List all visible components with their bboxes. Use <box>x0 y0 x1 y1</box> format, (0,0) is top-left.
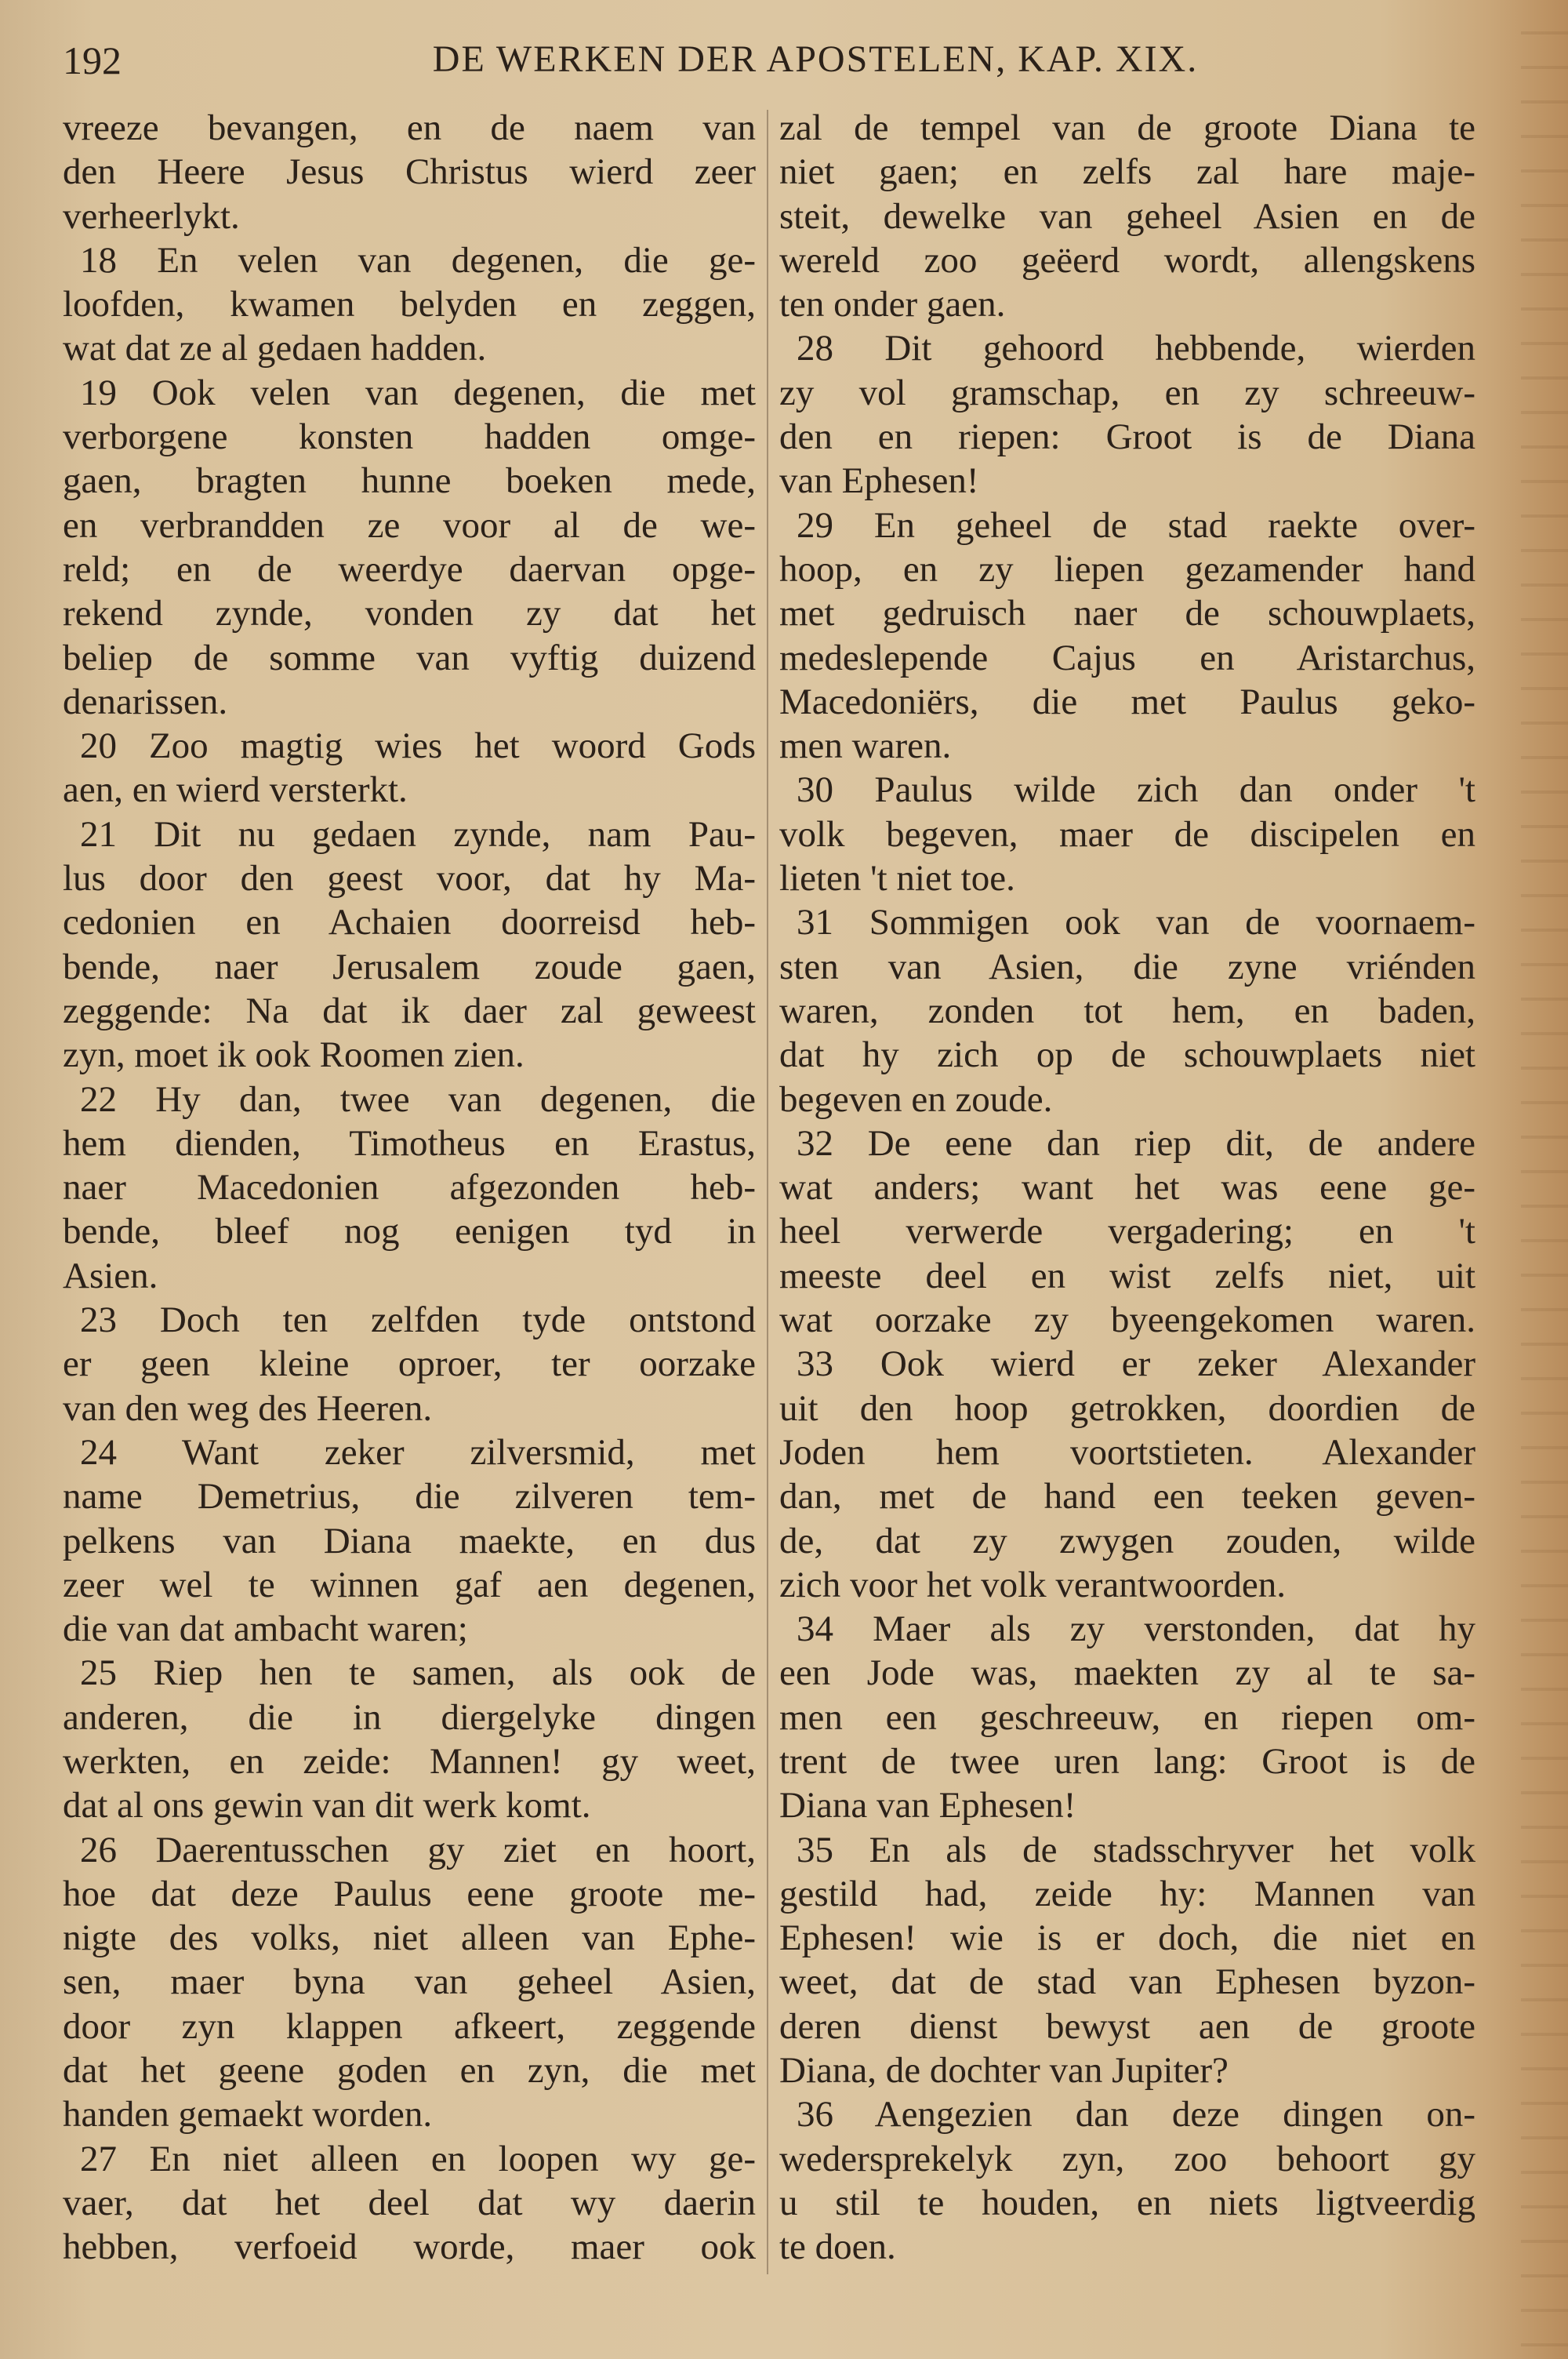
text-line: men een geschreeuw, en riepen om- <box>779 1696 1475 1738</box>
text-line: verheerlykt. <box>63 195 240 237</box>
text-line: sten van Asien, die zyne vriénden <box>779 946 1475 987</box>
text-line: dan, met de hand een teeken geven- <box>779 1476 1475 1518</box>
text-line: anderen, die in diergelyke dingen <box>63 1696 756 1738</box>
text-line: wereld zoo geëerd wordt, allengskens <box>779 239 1475 281</box>
text-line: 31 Sommigen ook van de voornaem- <box>797 902 1475 943</box>
text-line: uit den hoop getrokken, doordien de <box>779 1387 1475 1429</box>
text-line: 29 En geheel de stad raekte over- <box>797 504 1475 546</box>
text-line: te doen. <box>779 2226 896 2268</box>
text-line: name Demetrius, die zilveren tem- <box>63 1476 756 1518</box>
text-line: Diana, de dochter van Jupiter? <box>779 2050 1229 2092</box>
text-line: Asien. <box>63 1255 158 1296</box>
text-line: niet gaen; en zelfs zal hare maje- <box>779 151 1475 193</box>
text-line: zy vol gramschap, en zy schreeuw- <box>779 372 1475 413</box>
text-line: bende, naer Jerusalem zoude gaen, <box>63 946 756 987</box>
text-line: vreeze bevangen, en de naem van <box>63 107 756 148</box>
text-line: er geen kleine oproer, ter oorzake <box>63 1343 756 1385</box>
text-line: 30 Paulus wilde zich dan onder 't <box>797 769 1475 811</box>
text-line: handen gemaekt worden. <box>63 2094 433 2135</box>
text-line: dat het geene goden en zyn, die met <box>63 2050 756 2092</box>
text-line: bende, bleef nog eenigen tyd in <box>63 1211 756 1252</box>
text-line: deren dienst bewyst aen de groote <box>779 2005 1475 2047</box>
text-line: lieten 't niet toe. <box>779 858 1015 900</box>
text-line: 21 Dit nu gedaen zynde, nam Pau- <box>80 813 756 855</box>
text-line: hebben, verfoeid worde, maer ook <box>63 2226 756 2268</box>
text-line: door zyn klappen afkeert, zeggende <box>63 2005 756 2047</box>
text-line: zich voor het volk verantwoorden. <box>779 1564 1287 1605</box>
text-line: gestild had, zeide hy: Mannen van <box>779 1873 1475 1914</box>
text-line: zeer wel te winnen gaf aen degenen, <box>63 1564 756 1605</box>
text-line: heel verwerde vergadering; en 't <box>779 1211 1475 1252</box>
text-line: steit, dewelke van geheel Asien en de <box>779 195 1475 237</box>
text-line: met gedruisch naer de schouwplaets, <box>779 593 1475 634</box>
text-line: een Jode was, maekten zy al te sa- <box>779 1652 1475 1694</box>
text-line: hoop, en zy liepen gezamender hand <box>779 548 1475 590</box>
text-line: hoe dat deze Paulus eene groote me- <box>63 1873 756 1914</box>
text-line: hem dienden, Timotheus en Erastus, <box>63 1122 756 1164</box>
text-line: 28 Dit gehoord hebbende, wierden <box>797 328 1475 369</box>
text-line: 27 En niet alleen en loopen wy ge- <box>80 2138 756 2179</box>
text-line: 35 En als de stadsschryver het volk <box>797 1829 1475 1870</box>
text-line: van den weg des Heeren. <box>63 1387 433 1429</box>
running-title: DE WERKEN DER APOSTELEN, KAP. XIX. <box>432 38 1199 80</box>
text-line: Macedoniërs, die met Paulus geko- <box>779 681 1475 722</box>
text-line: beliep de somme van vyftig duizend <box>63 637 756 678</box>
text-line: en verbrandden ze voor al de we- <box>63 504 756 546</box>
text-line: loofden, kwamen belyden en zeggen, <box>63 284 756 325</box>
text-line: Joden hem voortstieten. Alexander <box>779 1431 1475 1473</box>
text-line: 24 Want zeker zilversmid, met <box>80 1431 756 1473</box>
text-line: weet, dat de stad van Ephesen byzon- <box>779 1961 1475 2003</box>
text-line: dat al ons gewin van dit werk komt. <box>63 1785 591 1826</box>
text-line: 26 Daerentusschen gy ziet en hoort, <box>80 1829 756 1870</box>
text-line: ten onder gaen. <box>779 284 1006 325</box>
text-line: Diana van Ephesen! <box>779 1785 1076 1826</box>
text-line: die van dat ambacht waren; <box>63 1608 468 1650</box>
text-line: men waren. <box>779 725 952 767</box>
text-line: wat dat ze al gedaen hadden. <box>63 328 487 369</box>
text-line: denarissen. <box>63 681 228 722</box>
text-line: 25 Riep hen te samen, als ook de <box>80 1652 756 1694</box>
text-line: verborgene konsten hadden omge- <box>63 416 756 458</box>
text-line: 33 Ook wierd er zeker Alexander <box>797 1343 1475 1385</box>
text-line: den Heere Jesus Christus wierd zeer <box>63 151 756 193</box>
running-header <box>63 38 1474 85</box>
text-line: sen, maer byna van geheel Asien, <box>63 1961 756 2003</box>
right-text-column <box>779 106 1475 2270</box>
text-line: den en riepen: Groot is de Diana <box>779 416 1475 458</box>
text-line: de, dat zy zwygen zouden, wilde <box>779 1520 1475 1561</box>
text-line: 34 Maer als zy verstonden, dat hy <box>797 1608 1475 1650</box>
text-line: 19 Ook velen van degenen, die met <box>80 372 756 413</box>
text-line: reld; en de weerdye daervan opge- <box>63 548 756 590</box>
text-line: volk begeven, maer de discipelen en <box>779 813 1475 855</box>
text-line: wat oorzake zy byeengekomen waren. <box>779 1299 1475 1341</box>
text-line: wedersprekelyk zyn, zoo behoort gy <box>779 2138 1475 2179</box>
text-line: meeste deel en wist zelfs niet, uit <box>779 1255 1475 1296</box>
text-line: cedonien en Achaien doorreisd heb- <box>63 902 756 943</box>
text-line: trent de twee uren lang: Groot is de <box>779 1740 1475 1782</box>
text-line: 18 En velen van degenen, die ge- <box>80 239 756 281</box>
text-line: gaen, bragten hunne boeken mede, <box>63 460 756 502</box>
text-line: zeggende: Na dat ik daer zal geweest <box>63 990 756 1031</box>
text-line: 36 Aengezien dan deze dingen on- <box>797 2094 1475 2135</box>
text-line: Ephesen! wie is er doch, die niet en <box>779 1917 1475 1959</box>
left-text-column <box>63 106 756 2270</box>
text-line: 20 Zoo magtig wies het woord Gods <box>80 725 756 767</box>
column-divider <box>767 110 768 2274</box>
text-line: vaer, dat het deel dat wy daerin <box>63 2182 756 2223</box>
text-line: zal de tempel van de groote Diana te <box>779 107 1475 148</box>
text-line: 23 Doch ten zelfden tyde ontstond <box>80 1299 756 1341</box>
text-line: werkten, en zeide: Mannen! gy weet, <box>63 1740 756 1782</box>
text-line: zyn, moet ik ook Roomen zien. <box>63 1034 524 1076</box>
text-line: lus door den geest voor, dat hy Ma- <box>63 858 756 900</box>
text-line: u stil te houden, en niets ligtveerdig <box>779 2182 1475 2223</box>
text-line: 22 Hy dan, twee van degenen, die <box>80 1078 756 1120</box>
text-line: 32 De eene dan riep dit, de andere <box>797 1122 1475 1164</box>
text-line: rekend zynde, vonden zy dat het <box>63 593 756 634</box>
text-line: pelkens van Diana maekte, en dus <box>63 1520 756 1561</box>
text-line: medeslepende Cajus en Aristarchus, <box>779 637 1475 678</box>
text-line: nigte des volks, niet alleen van Ephe- <box>63 1917 756 1959</box>
text-line: wat anders; want het was eene ge- <box>779 1167 1475 1209</box>
text-line: begeven en zoude. <box>779 1078 1053 1120</box>
page-number: 192 <box>63 38 122 82</box>
text-line: naer Macedonien afgezonden heb- <box>63 1167 756 1209</box>
text-line: dat hy zich op de schouwplaets niet <box>779 1034 1475 1076</box>
text-line: aen, en wierd versterkt. <box>63 769 408 811</box>
text-line: van Ephesen! <box>779 460 979 502</box>
page-edge <box>1521 0 1568 2359</box>
text-line: waren, zonden tot hem, en baden, <box>779 990 1475 1031</box>
